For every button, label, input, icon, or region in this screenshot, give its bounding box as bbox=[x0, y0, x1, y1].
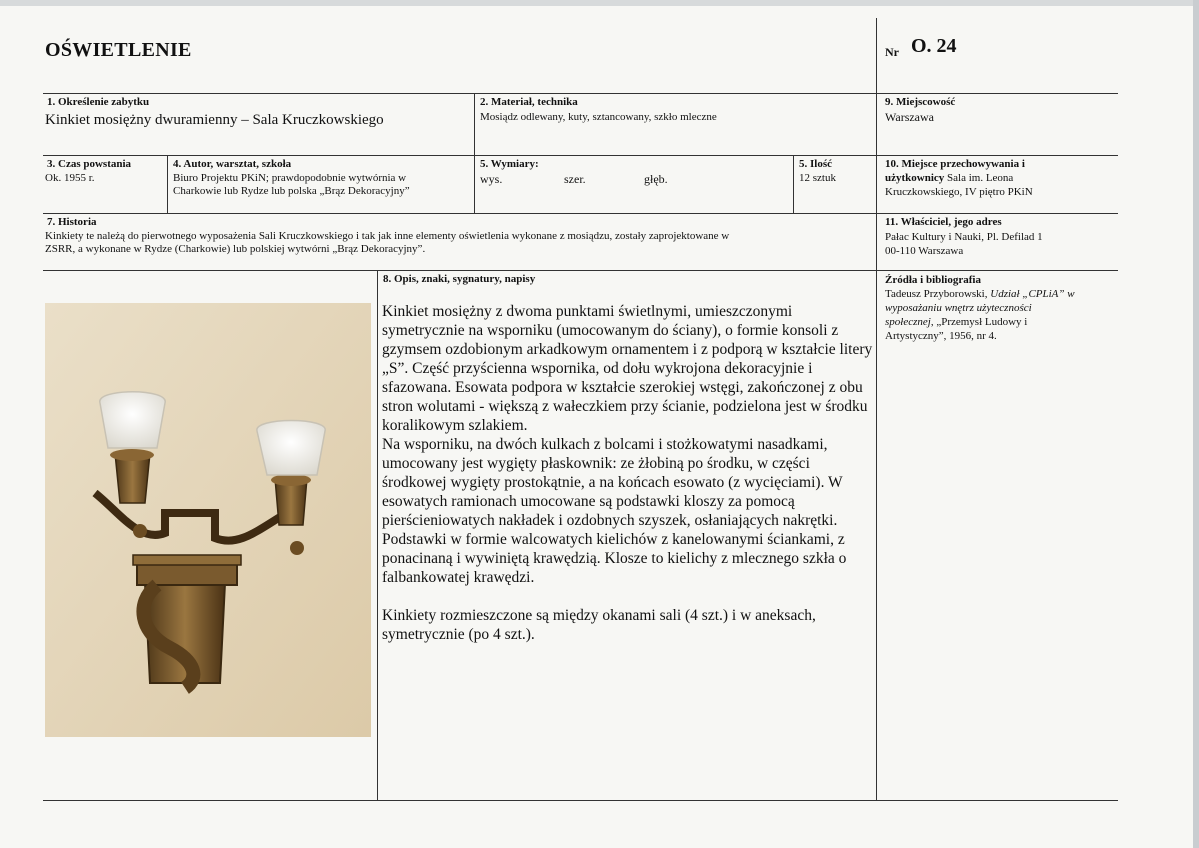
field-3-value: Ok. 1955 r. bbox=[45, 172, 95, 184]
field-5-wys: wys. bbox=[480, 172, 503, 186]
field-2-label: 2. Materiał, technika bbox=[480, 96, 578, 108]
rule-col-2 bbox=[474, 93, 475, 213]
sources-title-part3: społecznej bbox=[885, 316, 931, 328]
scan-edge-top bbox=[0, 0, 1199, 6]
description-para-2-text: Na wsporniku, na dwóch kulkach z bolcami i stożkowatymi nasadkami, umocowany jest wygięty płaskownik: ze żłobiną po środku, w części środkowej wygięty prostokątnie, a na końcach esowato (z wycięciami). W esowatych ramionach umocowane są podstawki kloszy za pomocą pierścieniowatych nakładek i ozdobnych szyszek, osłaniających nakrętki. Podstawki w formie walcowatych kielichów z kanelowanymi ściankami, z ponacinaną i wywiniętą krawędzią. Klosze to kielichy z mlecznego szkła o falbankowatej krawędzi. bbox=[382, 436, 847, 586]
description-para-1-text: Kinkiet mosiężny z dwoma punktami świetlnymi, umieszczonymi symetrycznie na wsporniku (umocowanym do ściany), o formie konsoli z gzymsem ozdobionym arkadkowym ornamentem i z podporą w kształcie litery „S”. Część przyścienna wspornika, od dołu wykrojona dekoracyjnie i sfazowana. Esowata podpora w kształcie szerokiej wstęgi, zakończonej z obu stron wolutami - większą z wałeczkiem przy ścianie, podzielona jest w środku koralikowym szlakiem. bbox=[382, 303, 873, 434]
sources-line3 bbox=[885, 316, 1027, 329]
field-11-label: 11. Właściciel, jego adres bbox=[885, 216, 1002, 228]
rule-right-column bbox=[876, 18, 877, 800]
field-5-szer: szer. bbox=[564, 172, 586, 186]
nr-label: Nr bbox=[885, 45, 899, 59]
scan-edge-right bbox=[1193, 0, 1199, 848]
rule-under-header bbox=[43, 93, 1118, 94]
rule-col-3-4 bbox=[167, 155, 168, 213]
sources-author: Tadeusz Przyborowski, bbox=[885, 288, 991, 300]
rule-col-5b bbox=[793, 155, 794, 213]
field-9-label: 9. Miejscowość bbox=[885, 96, 956, 108]
field-1-value: Kinkiet mosiężny dwuramienny – Sala Kruczkowskiego bbox=[45, 112, 384, 128]
field-10-label-line2: użytkownicy bbox=[885, 172, 945, 184]
sconce-photo bbox=[45, 303, 371, 737]
field-7-line2: ZSRR, a wykonane w Rydze (Charkowie) lub polskiej wytwórni „Brąz Dekoracyjny”. bbox=[45, 243, 426, 255]
field-4-value-line1: Biuro Projektu PKiN; prawdopodobnie wytwórnia w bbox=[173, 172, 407, 184]
sources-title-part1: Udział „CPLiA” w bbox=[990, 288, 1075, 300]
field-8-label: 8. Opis, znaki, sygnatury, napisy bbox=[383, 273, 536, 285]
field-10-value-inline: Sala im. Leona bbox=[944, 172, 1014, 184]
field-7-line1: Kinkiety te należą do pierwotnego wyposażenia Sali Kruczkowskiego i tak jak inne elementy oświetlenia wykonane z mosiądzu, zostały zaprojektowane w bbox=[45, 230, 730, 242]
field-4-value-line2: Charkowie lub Rydze lub polska „Brąz Dekoracyjny” bbox=[173, 185, 410, 197]
page-title: OŚWIETLENIE bbox=[45, 39, 192, 61]
description-para-1 bbox=[382, 302, 876, 587]
sconce-illustration bbox=[45, 303, 371, 737]
sources-label: Źródła i bibliografia bbox=[885, 274, 981, 286]
field-3-label: 3. Czas powstania bbox=[47, 158, 132, 170]
field-1-label: 1. Określenie zabytku bbox=[47, 96, 150, 108]
field-11-line1: Pałac Kultury i Nauki, Pl. Defilad 1 bbox=[885, 231, 1043, 243]
rule-bottom bbox=[43, 800, 1118, 801]
rule-row-3 bbox=[43, 270, 1118, 271]
field-11-line2: 00-110 Warszawa bbox=[885, 245, 964, 257]
field-5b-label: 5. Ilość bbox=[799, 158, 832, 170]
field-7-label: 7. Historia bbox=[47, 216, 97, 228]
field-9-value: Warszawa bbox=[885, 110, 935, 124]
field-10-line2 bbox=[885, 172, 1013, 185]
field-4-label: 4. Autor, warsztat, szkoła bbox=[173, 158, 292, 170]
sources-line4: Artystyczny”, 1956, nr 4. bbox=[885, 330, 997, 342]
nr-value: O. 24 bbox=[911, 35, 957, 57]
field-5b-value: 12 sztuk bbox=[799, 172, 836, 184]
field-10-label-line1: 10. Miejsce przechowywania i bbox=[885, 158, 1025, 170]
sources-line2 bbox=[885, 302, 1032, 315]
description-para-3: Kinkiety rozmieszczone są między okanami sali (4 szt.) i w aneksach, symetrycznie (po 4 szt.). bbox=[382, 607, 816, 643]
sources-line1 bbox=[885, 288, 1075, 301]
rule-row-2 bbox=[43, 213, 1118, 214]
description-text bbox=[382, 302, 876, 663]
sources-title-part2: wyposażaniu wnętrz użyteczności bbox=[885, 302, 1032, 314]
sources-journal: , „Przemysł Ludowy i bbox=[930, 316, 1028, 328]
field-5-gleb: głęb. bbox=[644, 172, 668, 186]
rule-row-1 bbox=[43, 155, 1118, 156]
field-2-value: Mosiądz odlewany, kuty, sztancowany, szkło mleczne bbox=[480, 111, 717, 123]
field-10-value-line3: Kruczkowskiego, IV piętro PKiN bbox=[885, 186, 1033, 198]
rule-col-8 bbox=[377, 270, 378, 800]
field-5-label: 5. Wymiary: bbox=[480, 158, 539, 170]
